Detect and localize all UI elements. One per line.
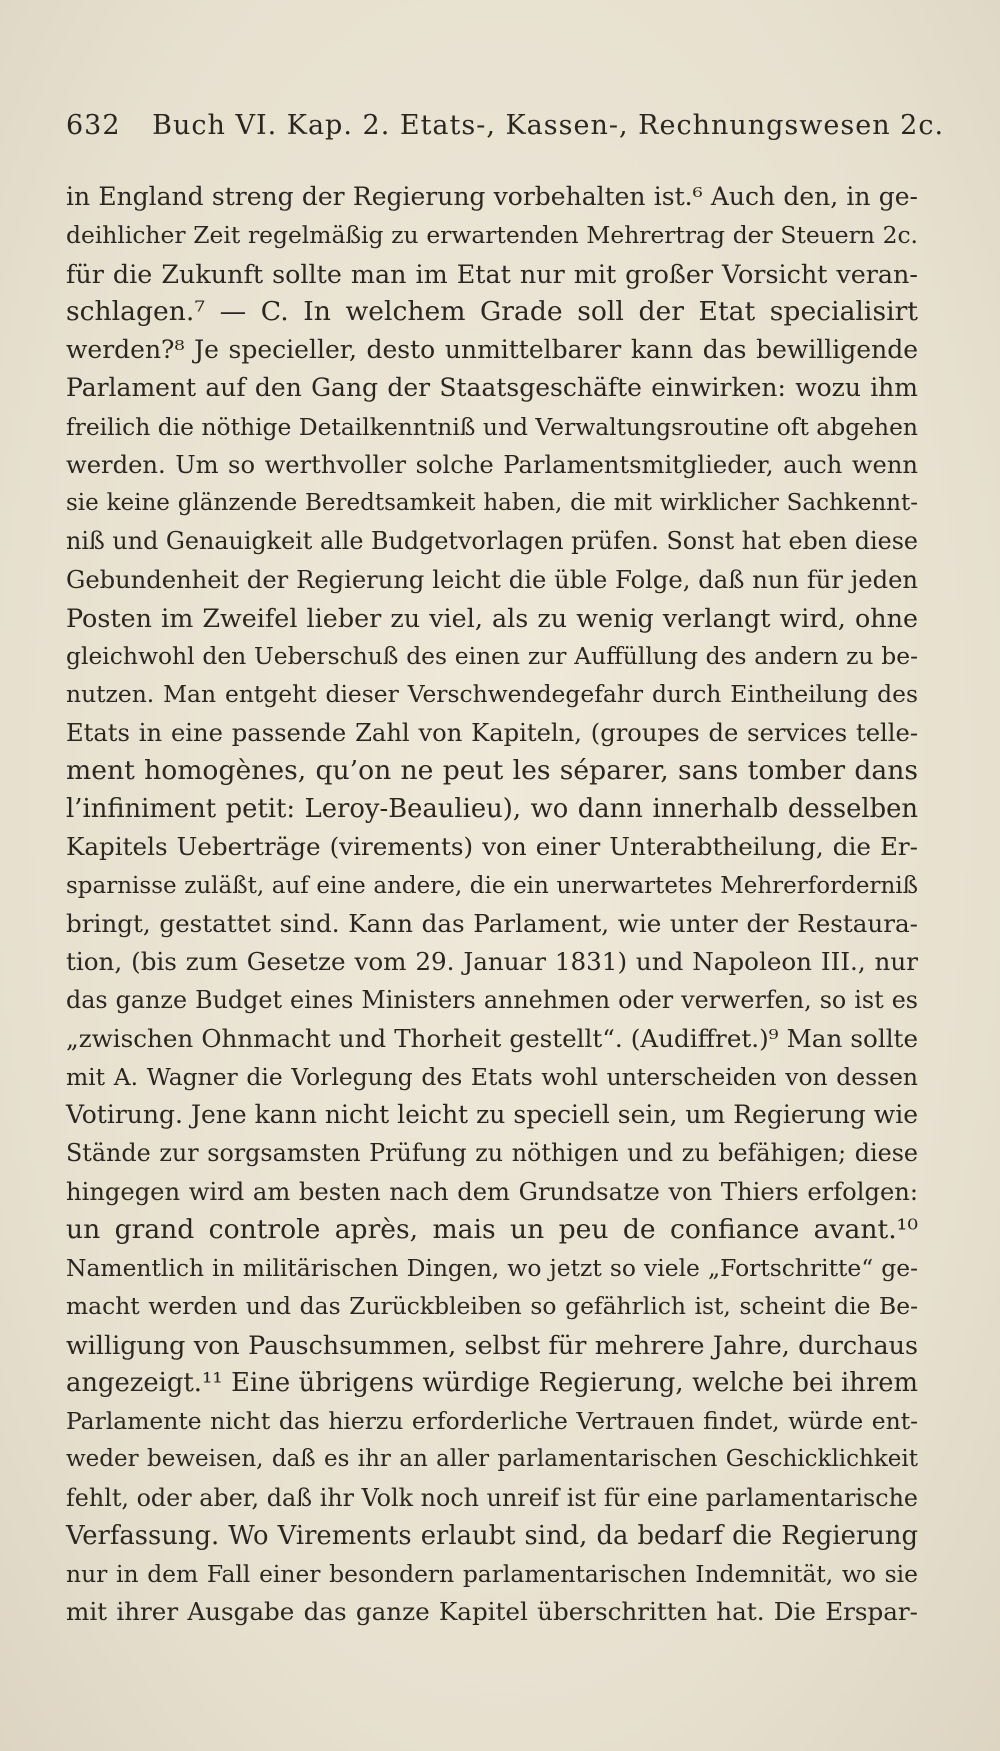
text-line: Namentlich in militärischen Dingen, wo jetzt so viele „Fortschritte“ ge-: [66, 1254, 918, 1282]
text-line: angezeigt.¹¹ Eine übrigens würdige Regierung, welche bei ihrem: [66, 1367, 918, 1398]
text-line: l’infiniment petit: Leroy-Beaulieu), wo dann innerhalb desselben: [66, 794, 918, 824]
text-line: mit A. Wagner die Vorlegung des Etats wohl unterscheiden von dessen: [66, 1062, 918, 1091]
text-line: das ganze Budget eines Ministers annehmen oder verwerfen, so ist es: [66, 986, 918, 1015]
text-line: sparnisse zuläßt, auf eine andere, die ein unerwartetes Mehrerforderniß: [66, 872, 918, 899]
text-line: Etats in eine passende Zahl von Kapiteln, (groupes de services telle-: [66, 718, 918, 747]
text-line: Stände zur sorgsamsten Prüfung zu nöthigen und zu befähigen; diese: [66, 1139, 918, 1168]
text-line: Posten im Zweifel lieber zu viel, als zu wenig verlangt wird, ohne: [66, 602, 918, 633]
text-line: bringt, gestattet sind. Kann das Parlament, wie unter der Restaura-: [66, 908, 918, 938]
text-line: nur in dem Fall einer besondern parlamentarischen Indemnität, wo sie: [66, 1560, 918, 1588]
text-line: in England streng der Regierung vorbehalten ist.⁶ Auch den, in ge-: [66, 182, 918, 211]
text-line: Gebundenheit der Regierung leicht die üble Folge, daß nun für jeden: [66, 565, 918, 594]
text-line: hingegen wird am besten nach dem Grundsatze von Thiers erfolgen:: [66, 1177, 918, 1206]
text-line: tion, (bis zum Gesetze vom 29. Januar 1831) und Napoleon III., nur: [66, 947, 918, 976]
text-line: fehlt, oder aber, daß ihr Volk noch unreif ist für eine parlamentarische: [66, 1483, 918, 1512]
text-line: nutzen. Man entgeht dieser Verschwendegefahr durch Eintheilung des: [66, 680, 918, 709]
text-line: Verfassung. Wo Virements erlaubt sind, da bedarf die Regierung: [66, 1520, 918, 1551]
running-title: Buch VI. Kap. 2. Etats-, Kassen-, Rechnungswesen 2c.: [152, 110, 945, 141]
text-line: Kapitels Ueberträge (virements) von einer Unterabtheilung, die Er-: [66, 832, 918, 862]
text-line: schlagen.⁷ — C. In welchem Grade soll der Etat specialisirt: [66, 295, 918, 327]
text-line: deihlicher Zeit regelmäßig zu erwartenden Mehrertrag der Steuern 2c.: [66, 221, 918, 250]
running-header: [66, 110, 945, 141]
text-line: willigung von Pauschsummen, selbst für mehrere Jahre, durchaus: [66, 1329, 918, 1360]
text-line: „zwischen Ohnmacht und Thorheit gestellt“. (Audiffret.)⁹ Man sollte: [66, 1023, 918, 1053]
text-line: mit ihrer Ausgabe das ganze Kapitel überschritten hat. Die Erspar-: [66, 1597, 918, 1627]
text-line: ment homogènes, qu’on ne peut les séparer, sans tomber dans: [66, 754, 918, 786]
text-line: niß und Genauigkeit alle Budgetvorlagen prüfen. Sonst hat eben diese: [66, 527, 918, 556]
text-line: freilich die nöthige Detailkenntniß und Verwaltungsroutine oft abgehen: [66, 412, 918, 441]
text-line: Parlamente nicht das hierzu erforderliche Vertrauen findet, würde ent-: [66, 1407, 918, 1435]
text-line: werden?⁸ Je specieller, desto unmittelbarer kann das bewilligende: [66, 335, 918, 364]
text-line: werden. Um so werthvoller solche Parlamentsmitglieder, auch wenn: [66, 450, 918, 479]
page-number: 632: [66, 110, 121, 141]
text-line: sie keine glänzende Beredtsamkeit haben, die mit wirklicher Sachkennt-: [66, 490, 918, 516]
text-line: Parlament auf den Gang der Staatsgeschäfte einwirken: wozu ihm: [66, 373, 918, 403]
text-line: für die Zukunft sollte man im Etat nur mit großer Vorsicht veran-: [66, 258, 918, 289]
text-line: un grand controle après, mais un peu de confiance avant.¹⁰: [66, 1213, 918, 1245]
body-text: [66, 178, 918, 1632]
text-line: gleichwohl den Ueberschuß des einen zur Auffüllung des andern zu be-: [66, 642, 918, 670]
text-line: weder beweisen, daß es ihr an aller parlamentarischen Geschicklichkeit: [66, 1446, 918, 1473]
text-line: Votirung. Jene kann nicht leicht zu speciell sein, um Regierung wie: [66, 1100, 918, 1129]
text-line: macht werden und das Zurückbleiben so gefährlich ist, scheint die Be-: [66, 1292, 918, 1321]
